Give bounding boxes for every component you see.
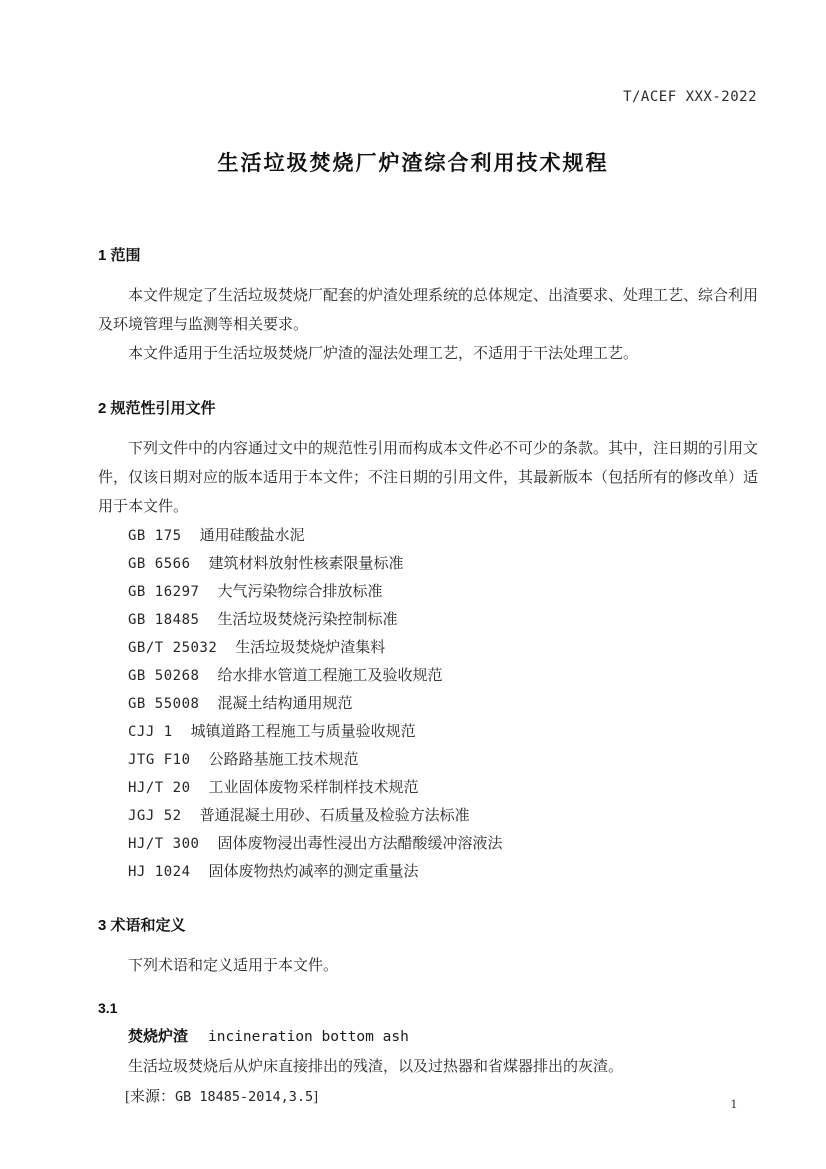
- reference-item: [98, 830, 758, 858]
- reference-title: 固体废物浸出毒性浸出方法醋酸缓冲溶液法: [217, 836, 503, 852]
- section-1-paragraph-2: 本文件适用于生活垃圾焚烧厂炉渣的湿法处理工艺，不适用于干法处理工艺。: [128, 346, 639, 362]
- reference-code: JGJ 52: [128, 808, 182, 824]
- reference-code: GB/T 25032: [128, 640, 218, 656]
- term-heading: [98, 1023, 758, 1051]
- terms-intro: 下列术语和定义适用于本文件。: [128, 958, 339, 974]
- reference-title: 混凝土结构通用规范: [217, 696, 353, 712]
- reference-code: JTG F10: [128, 752, 191, 768]
- reference-item: [98, 746, 758, 774]
- term-source-ref: GB 18485-2014,3.5: [175, 1089, 314, 1105]
- reference-code: GB 50268: [128, 668, 200, 684]
- term-source-suffix: ]: [313, 1089, 319, 1105]
- term-source-prefix: [来源：: [125, 1089, 175, 1105]
- reference-title: 普通混凝土用砂、石质量及检验方法标准: [199, 808, 470, 824]
- reference-title: 建筑材料放射性核素限量标准: [208, 556, 404, 572]
- reference-item: [98, 690, 758, 718]
- reference-code: HJ/T 20: [128, 780, 191, 796]
- document-title: 生活垃圾焚烧厂炉渣综合利用技术规程: [217, 152, 609, 175]
- reference-item: [98, 662, 758, 690]
- term-definition: 生活垃圾焚烧后从炉床直接排出的残渣，以及过热器和省煤器排出的灰渣。: [128, 1059, 624, 1075]
- page-number: 1: [730, 1096, 737, 1111]
- section-2-heading: 2 规范性引用文件: [98, 400, 216, 417]
- normative-references-list: [98, 522, 758, 886]
- reference-item: [98, 634, 758, 662]
- reference-code: CJJ 1: [128, 724, 173, 740]
- reference-code: GB 18485: [128, 612, 200, 628]
- reference-title: 固体废物热灼减率的测定重量法: [208, 864, 419, 880]
- reference-item: [98, 718, 758, 746]
- reference-item: [98, 606, 758, 634]
- reference-item: [98, 858, 758, 886]
- reference-code: HJ 1024: [128, 864, 191, 880]
- term-number: 3.1: [98, 1000, 118, 1016]
- term-source: [98, 1083, 758, 1112]
- reference-item: [98, 550, 758, 578]
- reference-item: [98, 578, 758, 606]
- reference-title: 生活垃圾焚烧污染控制标准: [217, 612, 398, 628]
- reference-title: 给水排水管道工程施工及验收规范: [217, 668, 443, 684]
- reference-title: 工业固体废物采样制样技术规范: [208, 780, 419, 796]
- reference-title: 大气污染物综合排放标准: [217, 584, 383, 600]
- reference-title: 通用硅酸盐水泥: [199, 528, 305, 544]
- term-name-en: incineration bottom ash: [208, 1029, 409, 1045]
- doc-number: T/ACEF XXX-2022: [623, 89, 757, 105]
- reference-title: 公路路基施工技术规范: [208, 752, 359, 768]
- reference-code: GB 6566: [128, 556, 191, 572]
- term-name-zh: 焚烧炉渣: [128, 1028, 189, 1045]
- reference-code: GB 55008: [128, 696, 200, 712]
- section-1-paragraph-1: 本文件规定了生活垃圾焚烧厂配套的炉渣处理系统的总体规定、出渣要求、处理工艺、综合利用及环境管理与监测等相关要求。: [98, 288, 759, 333]
- document-body: [98, 246, 758, 1112]
- section-2-paragraph: 下列文件中的内容通过文中的规范性引用而构成本文件必不可少的条款。其中，注日期的引用文件，仅该日期对应的版本适用于本文件；不注日期的引用文件，其最新版本（包括所有的修改单）适用于本文件。: [98, 441, 759, 515]
- reference-title: 城镇道路工程施工与质量验收规范: [190, 724, 416, 740]
- reference-item: [98, 774, 758, 802]
- reference-code: GB 175: [128, 528, 182, 544]
- reference-code: GB 16297: [128, 584, 200, 600]
- section-1-heading: 1 范围: [98, 247, 141, 264]
- reference-title: 生活垃圾焚烧炉渣集料: [235, 640, 386, 656]
- reference-item: [98, 522, 758, 550]
- section-3-heading: 3 术语和定义: [98, 917, 186, 934]
- reference-item: [98, 802, 758, 830]
- reference-code: HJ/T 300: [128, 836, 200, 852]
